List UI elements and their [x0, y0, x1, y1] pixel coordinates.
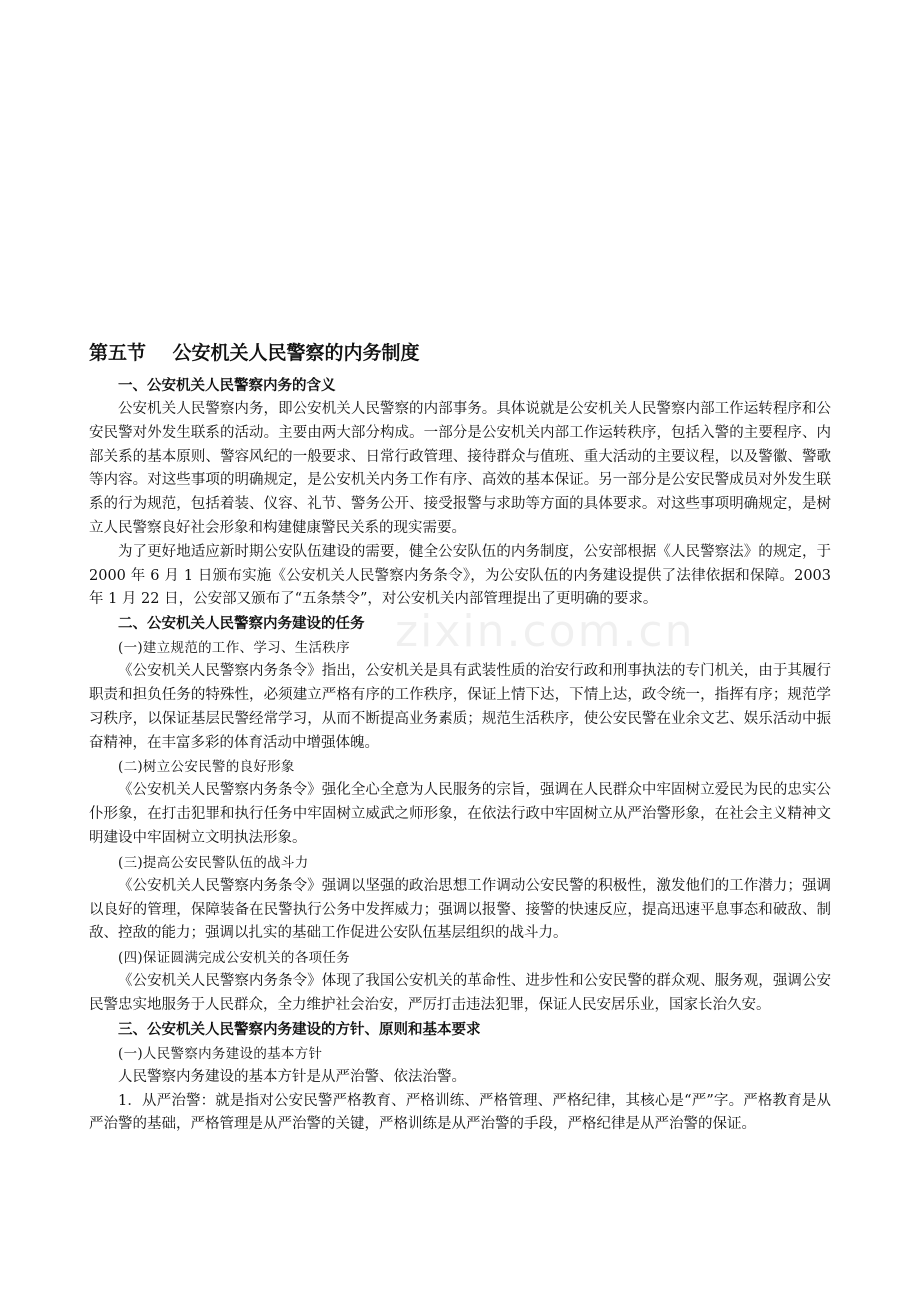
subheading: (一)建立规范的工作、学习、生活秩序 — [118, 640, 350, 657]
section-2 — [89, 612, 831, 1018]
section-3 — [89, 1018, 831, 1137]
heading-2: 二、公安机关人民警察内务建设的任务 — [118, 616, 365, 633]
paragraph: 公安机关人民警察内务，即公安机关人民警察的内部事务。具体说就是公安机关人民警察内部工作运转程序和公安民警对外发生联系的活动。主要由两大部分构成。一部分是公安机关内部工作运转秩序，包括入警的主要程序、内部关系的基本原则、警容风纪的一般要求、日常行政管理、接待群众与值班、重大活动的主要议程，以及警徽、警歌等内容。对这些事项的明确规定，是公安机关内务工作有序、高效的基本保证。另一部分是公安民警成员对外发生联系的行为规范，包括着装、仪容、礼节、警务公开、接受报警与求助等方面的具体要求。对这些事项明确规定，是树立人民警察良好社会形象和构建健康警民关系的现实需要。 — [89, 401, 831, 536]
document-body — [89, 338, 831, 1137]
paragraph: 为了更好地适应新时期公安队伍建设的需要，健全公安队伍的内务制度，公安部根据《人民警察法》的规定，于 2000 年 6 月 1 日颁布实施《公安机关人民警察内务条令》，为公安队伍的内务建设提供了法律依据和保障。2003 年 1 月 22 日，公安部又颁布了“五条禁令”，对公安机关内部管理提出了更明确的要求。 — [89, 543, 831, 608]
paragraph: 人民警察内务建设的基本方针是从严治警、依法治警。 — [118, 1068, 466, 1085]
heading-1: 一、公安机关人民警察内务的含义 — [118, 378, 336, 394]
paragraph: 《公安机关人民警察内务条令》体现了我国公安机关的革命性、进步性和公安民警的群众观、服务观，强调公安民警忠实地服务于人民群众，全力维护社会治安，严厉打击违法犯罪，保证人民安居乐业，国家长治久安。 — [89, 973, 831, 1013]
section-title: 第五节 公安机关人民警察的内务制度 — [89, 342, 420, 364]
subheading: (三)提高公安民警队伍的战斗力 — [118, 854, 309, 871]
paragraph: 1．从严治警：就是指对公安民警严格教育、严格训练、严格管理、严格纪律，其核心是“严”字。严格教育是从严治警的基础，严格管理是从严治警的关键，严格训练是从严治警的手段，严格纪律是从严治警的保证。 — [89, 1092, 831, 1133]
paragraph: 《公安机关人民警察内务条令》指出，公安机关是具有武装性质的治安行政和刑事执法的专门机关，由于其履行职责和担负任务的特殊性，必须建立严格有序的工作秩序，保证上情下达，下情上达，政令统一，指挥有序；规范学习秩序，以保证基层民警经常学习，从而不断提高业务素质；规范生活秩序，使公安民警在业余文艺、娱乐活动中振奋精神，在丰富多彩的体育活动中增强体魄。 — [89, 663, 831, 751]
paragraph: 《公安机关人民警察内务条令》强化全心全意为人民服务的宗旨，强调在人民群众中牢固树立爱民为民的忠实公仆形象，在打击犯罪和执行任务中牢固树立威武之师形象，在依法行政中牢固树立从严治警形象，在社会主义精神文明建设中牢固树立文明执法形象。 — [89, 782, 831, 846]
heading-3: 三、公安机关人民警察内务建设的方针、原则和基本要求 — [118, 1021, 481, 1038]
subheading: (四)保证圆满完成公安机关的各项任务 — [118, 950, 350, 967]
section-1 — [89, 374, 831, 612]
subheading: (二)树立公安民警的良好形象 — [118, 759, 295, 776]
subheading: (一)人民警察内务建设的基本方针 — [118, 1045, 323, 1062]
paragraph: 《公安机关人民警察内务条令》强调以坚强的政治思想工作调动公安民警的积极性，激发他们的工作潜力；强调以良好的管理，保障装备在民警执行公务中发挥威力；强调以报警、接警的快速反应，提高迅速平息事态和破敌、制敌、控敌的能力；强调以扎实的基础工作促进公安队伍基层组织的战斗力。 — [89, 877, 831, 942]
watermark: zixin.com.cn — [395, 606, 695, 657]
